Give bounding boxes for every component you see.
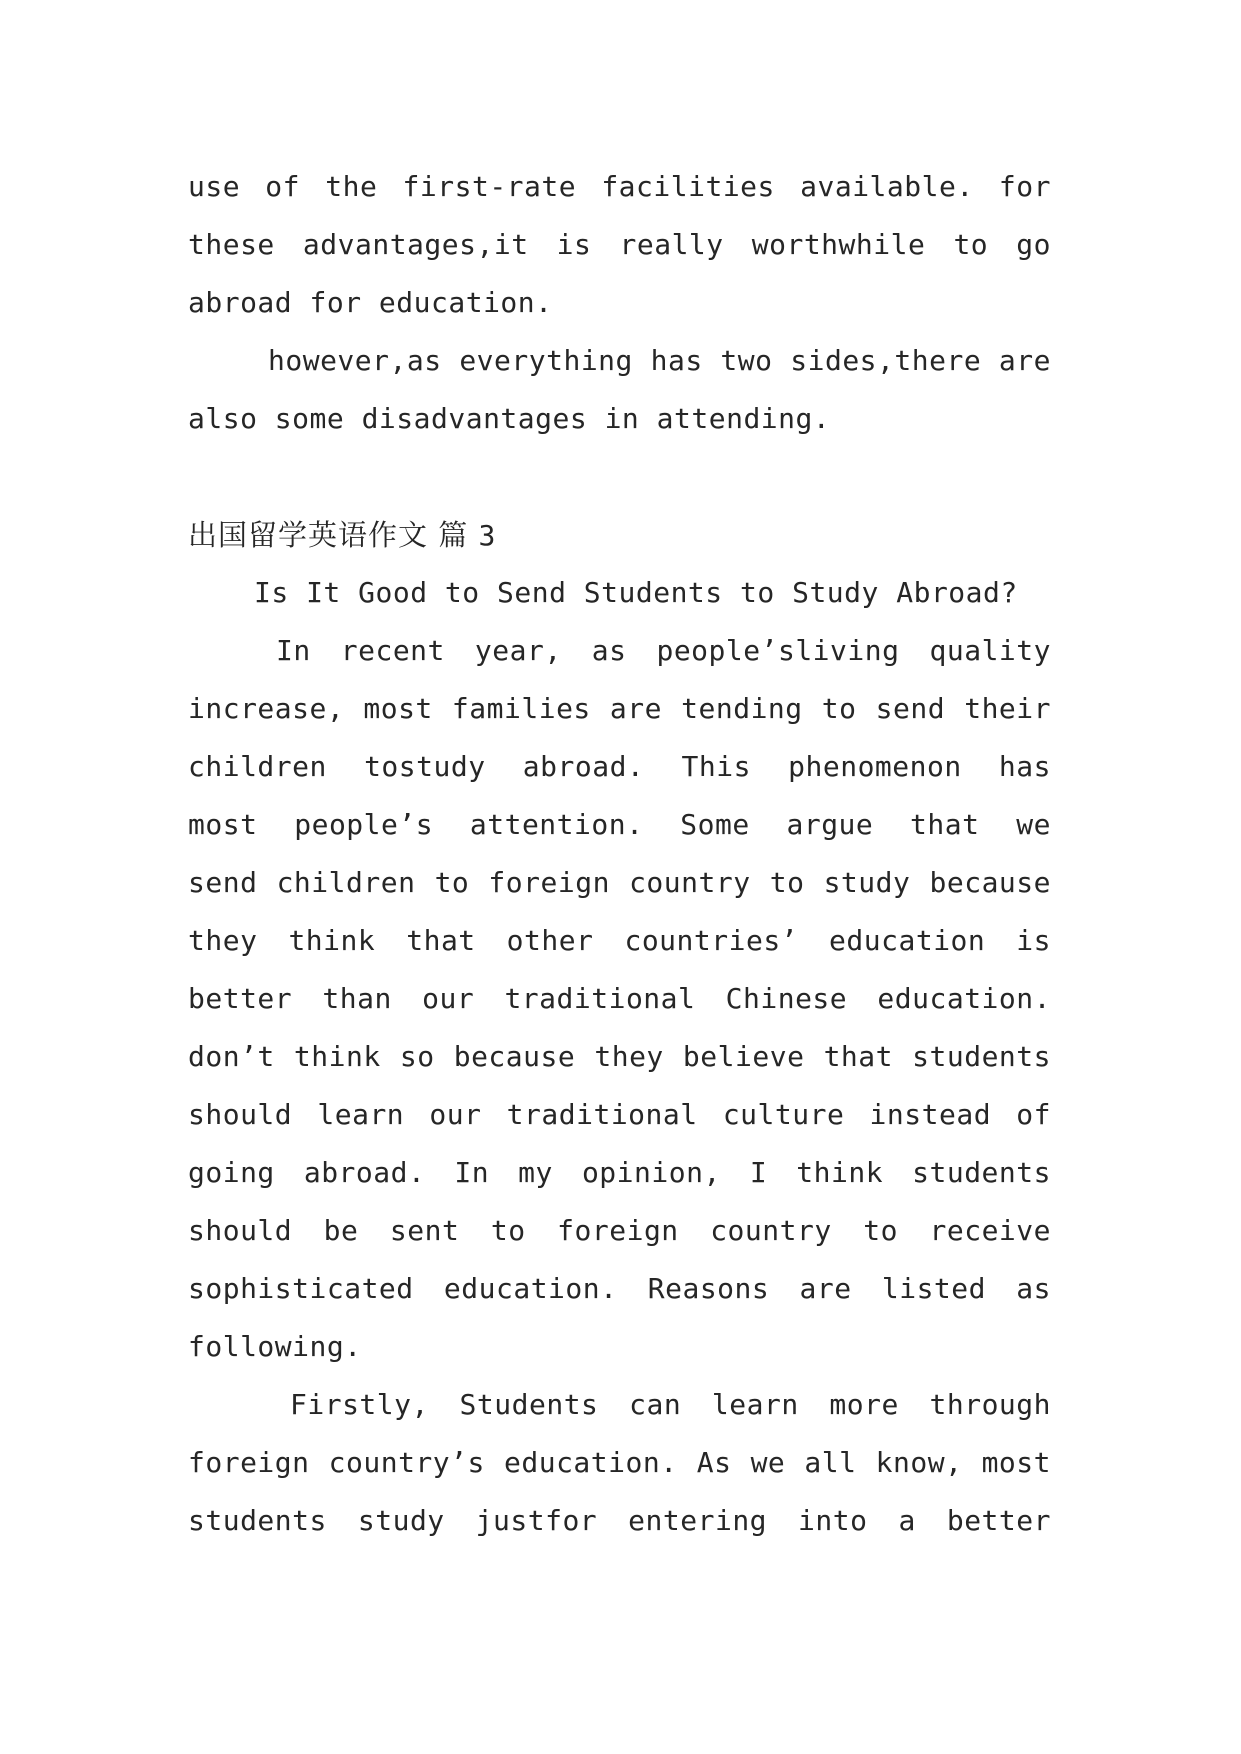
text-line: they think that other countries’ education is — [188, 924, 1051, 957]
document-page — [188, 158, 1051, 1550]
text-line: also some disadvantages in attending. — [188, 402, 831, 435]
previous-section-paragraph — [188, 158, 1051, 332]
text-line: these advantages,it is really worthwhile to go — [188, 228, 1051, 261]
text-line: Firstly, Students can learn more through — [290, 1388, 1051, 1421]
text-line: following. — [188, 1330, 362, 1363]
previous-section-paragraph-2 — [188, 332, 1051, 448]
section-heading-number: 3 — [478, 519, 497, 552]
text-line: increase, most families are tending to send their — [188, 692, 1051, 725]
essay-paragraph-1 — [188, 622, 1051, 1376]
text-line: In recent year, as people’sliving quality — [276, 634, 1051, 667]
essay-paragraph-2 — [188, 1376, 1051, 1550]
text-line: better than our traditional Chinese education. — [188, 982, 1051, 1015]
text-line: foreign country’s education. As we all know, most — [188, 1446, 1051, 1479]
text-line: children tostudy abroad. This phenomenon has — [188, 750, 1051, 783]
text-line: going abroad. In my opinion, I think students — [188, 1156, 1051, 1189]
text-line: should learn our traditional culture instead of — [188, 1098, 1051, 1131]
section-heading-text: 出国留学英语作文 篇 — [188, 518, 469, 552]
essay-title: Is It Good to Send Students to Study Abroad? — [254, 576, 1018, 609]
section-spacer — [188, 448, 1051, 506]
text-line: abroad for education. — [188, 286, 553, 319]
text-line: students study justfor entering into a better — [188, 1504, 1051, 1537]
text-line: however,as everything has two sides,there are — [268, 344, 1051, 377]
text-line: sophisticated education. Reasons are listed as — [188, 1272, 1051, 1305]
text-line: most people’s attention. Some argue that we — [188, 808, 1051, 841]
text-line: don’t think so because they believe that students — [188, 1040, 1051, 1073]
text-line: send children to foreign country to study because — [188, 866, 1051, 899]
text-line: use of the first-rate facilities available. for — [188, 170, 1051, 203]
section-heading — [188, 506, 1051, 564]
text-line: should be sent to foreign country to receive — [188, 1214, 1051, 1247]
